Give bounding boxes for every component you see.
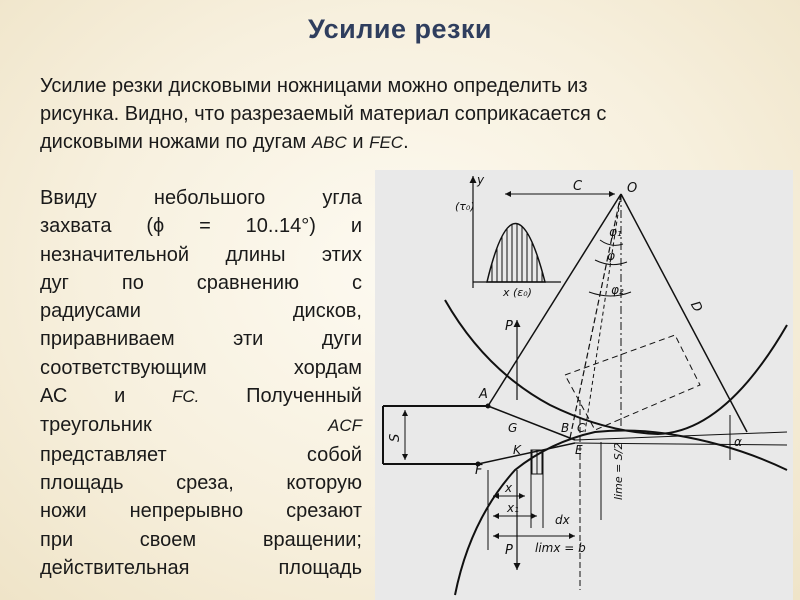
para-line-14: действительная площадь — [40, 556, 362, 579]
intro-conj: и — [346, 131, 370, 153]
intro-paragraph — [40, 72, 770, 157]
label-o: O — [627, 181, 638, 196]
chord-fc: FC. — [171, 387, 200, 407]
intro-line-2: рисунка. Видно, что разрезаемый материал соприкасается с — [40, 103, 607, 125]
para-and: и — [114, 385, 126, 408]
para-result: Полученный — [246, 385, 362, 408]
para-line-5: радиусами дисков, — [40, 300, 362, 323]
inset-curve — [487, 224, 545, 283]
label-g: G — [508, 421, 518, 435]
label-p-top: P — [505, 319, 513, 334]
label-x1: x₁ — [507, 501, 519, 515]
para-line-10: представляет собой — [40, 443, 362, 466]
intro-line-3: дисковыми ножами по дугам — [40, 131, 312, 153]
label-lime: lime = S/2 — [612, 442, 625, 500]
label-tau0: (τ₀) — [455, 200, 475, 213]
para-line-7: соответствующим хордам — [40, 356, 362, 379]
label-c: C — [577, 421, 586, 435]
para-line-4: дуг по сравнению с — [40, 271, 362, 294]
para-triangle: треугольник — [40, 414, 152, 437]
label-e: E — [575, 443, 583, 457]
intro-line-1: Усилие резки дисковыми ножницами можно определить из — [40, 75, 588, 97]
label-phi2: φ₂ — [611, 283, 624, 297]
para-line-6: приравниваем эти дуги — [40, 328, 362, 351]
diagram-svg — [375, 170, 793, 600]
para-line-12: ножи непрерывно срезают — [40, 500, 362, 523]
label-x-eps: x (ε₀) — [503, 286, 532, 299]
line-o-d — [621, 194, 747, 432]
label-s: S — [388, 433, 403, 442]
body-paragraph — [40, 184, 362, 582]
para-line-11: площадь среза, которую — [40, 471, 362, 494]
para-line-1: Ввиду небольшого угла — [40, 187, 362, 209]
cutting-diagram — [375, 170, 793, 600]
label-k: K — [513, 443, 521, 457]
arc-abc: ABC — [311, 133, 347, 152]
para-line-3: незначительной длины этих — [40, 243, 362, 266]
label-c-dim: C — [573, 179, 583, 194]
arc-fec: FEC — [369, 133, 404, 152]
label-phi1: φ₁ — [609, 225, 622, 239]
label-x: x — [505, 481, 513, 495]
label-alpha: α — [734, 435, 742, 449]
line-o-a — [488, 194, 621, 406]
triangle-acf: ACF — [328, 416, 362, 436]
label-dx: dx — [555, 513, 570, 527]
label-f: F — [475, 463, 483, 478]
label-phi: φ — [607, 249, 615, 263]
label-limx: limx = b — [535, 541, 586, 555]
label-d: D — [686, 298, 705, 315]
para-line-2: захвата (ϕ = 10..14°) и — [40, 215, 362, 238]
intro-period: . — [403, 131, 409, 153]
slide-title: Усилие резки — [307, 14, 493, 44]
chord-ac: АС — [40, 385, 68, 408]
label-a: A — [479, 387, 488, 402]
label-y: y — [477, 173, 485, 187]
label-b: B — [561, 421, 570, 435]
para-line-13: при своем вращении; — [40, 528, 362, 551]
strip-dx — [531, 450, 543, 474]
upper-disk-outline — [445, 300, 787, 434]
label-p-bottom: P — [505, 543, 513, 558]
